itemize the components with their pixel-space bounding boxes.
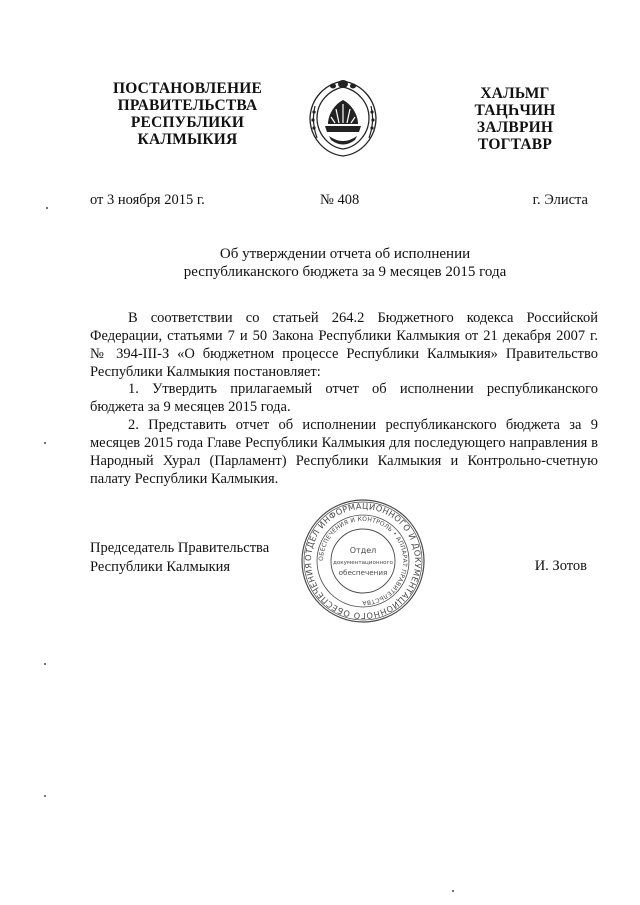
preamble-paragraph xyxy=(90,309,598,381)
header-left-line-4: КАЛМЫКИЯ xyxy=(137,131,238,148)
header-left-line-1: ПОСТАНОВЛЕНИЕ xyxy=(112,80,263,97)
official-stamp xyxy=(300,498,426,624)
stamp-center-line-1: Отдел xyxy=(349,546,377,555)
document-number: № 408 xyxy=(320,192,360,208)
item-1-paragraph xyxy=(90,380,598,416)
header-right-line-1: ХАЛЬМГ xyxy=(480,85,550,102)
signatory-position xyxy=(90,539,269,577)
title-line-1: Об утверждении отчета об исполнении xyxy=(219,246,471,262)
stamp-inner-text: ОБЕСПЕЧЕНИЯ И КОНТРОЛЬ • АППАРАТ ПРАВИТЕЛЬСТВА xyxy=(317,515,409,607)
item-2-text: 2. Представить отчет об исполнении республиканского бюджета за 9 месяцев 2015 года Главе Республики Калмыкия для последующего направления в Народный Хурал (Парламент) Республики Калмыкия и Контрольно-счетную палату Республики Калмыкия. xyxy=(90,417,598,487)
header-right-line-2: ТАҢҺЧИН xyxy=(474,102,556,119)
scan-speck xyxy=(452,890,454,892)
scan-speck xyxy=(44,442,46,444)
signatory-position-line-1: Председатель Правительства xyxy=(90,540,270,556)
title-line-2: республиканского бюджета за 9 месяцев 2015 года xyxy=(183,264,507,280)
preamble-text: В соответствии со статьей 264.2 Бюджетного кодекса Российской Федерации, статьями 7 и 50 Закона Республики Калмыкия от 21 декабря 2007 г. № 394-III-З «О бюджетном процессе Республики Калмыкия» Правительство Республики Калмыкия постановляет: xyxy=(90,310,598,380)
header-left-title xyxy=(95,80,280,148)
header-right-title xyxy=(445,85,585,153)
header-right-line-3: ЗАЛВРИН xyxy=(476,119,554,136)
item-1-text: 1. Утвердить прилагаемый отчет об исполнении республиканского бюджета за 9 месяцев 2015 года. xyxy=(90,381,598,415)
stamp-outer-text: ОТДЕЛ ИНФОРМАЦИОННОГО И ДОКУМЕНТАЦИОННОГО ОБЕСПЕЧЕНИЯ xyxy=(302,500,424,622)
scan-speck xyxy=(44,663,46,665)
header-right-line-4: ТОГТАВР xyxy=(477,136,553,153)
stamp-center-line-2: документационного xyxy=(333,560,393,566)
document-date: от 3 ноября 2015 г. xyxy=(90,192,205,208)
document-place: г. Элиста xyxy=(532,192,588,208)
coat-of-arms-icon xyxy=(303,76,383,160)
scan-speck xyxy=(44,795,46,797)
header-left-line-2: ПРАВИТЕЛЬСТВА xyxy=(117,97,258,114)
stamp-center-line-3: обеспечения xyxy=(338,568,388,577)
header-left-line-3: РЕСПУБЛИКИ xyxy=(130,114,245,131)
signatory-position-line-2: Республики Калмыкия xyxy=(90,559,231,575)
document-title xyxy=(120,245,570,281)
scan-speck xyxy=(46,207,48,209)
signatory-name: И. Зотов xyxy=(534,558,587,574)
item-2-paragraph xyxy=(90,416,598,488)
